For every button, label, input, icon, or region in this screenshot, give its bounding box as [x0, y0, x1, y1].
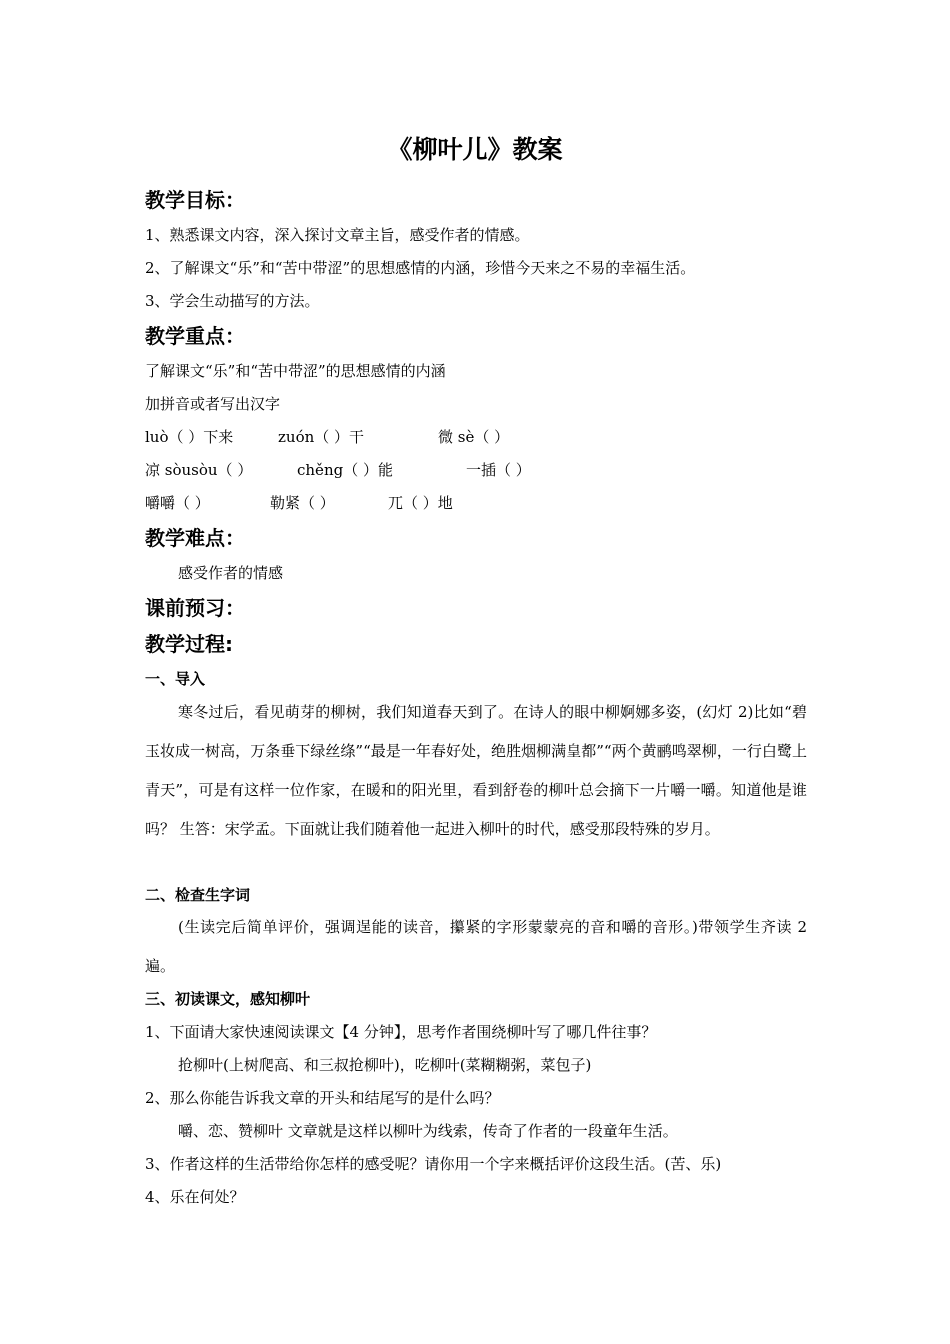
objective-item: 1、熟悉课文内容，深入探讨文章主旨，感受作者的情感。: [145, 226, 530, 244]
preview-heading: 课前预习：: [145, 596, 245, 620]
process-heading: 教学过程:: [145, 632, 233, 656]
key-points-heading: 教学重点：: [145, 324, 245, 348]
objectives-heading: 教学目标：: [145, 188, 245, 212]
question-item: 4、乐在何处？: [145, 1188, 245, 1206]
key-points-text: 了解课文“乐”和“苦中带涩”的思想感情的内涵: [145, 362, 446, 380]
exercise-item: luò（ ）下来: [145, 428, 234, 446]
question-item: 1、下面请大家快速阅读课文【4 分钟】，思考作者围绕柳叶写了哪几件往事？: [145, 1023, 657, 1041]
exercise-item: 一插（ ）: [466, 461, 531, 479]
exercise-item: zuón（ ）干: [278, 428, 365, 446]
exercise-item: 兀（ ）地: [388, 494, 453, 512]
document-title: 《柳叶儿》教案: [387, 135, 563, 164]
objective-item: 3、学会生动描写的方法。: [145, 292, 320, 310]
exercise-instruction: 加拼音或者写出汉字: [145, 395, 281, 413]
exercise-item: 凉 sòusòu（ ）: [145, 461, 253, 479]
difficulties-text: 感受作者的情感: [178, 564, 284, 582]
section-heading: 一、导入: [145, 670, 206, 688]
answer-item: 抢柳叶(上树爬高、和三叔抢柳叶)，吃柳叶(菜糊糊粥，菜包子): [178, 1056, 592, 1074]
section-heading: 三、初读课文，感知柳叶: [145, 990, 311, 1008]
exercise-item: 勒紧（ ）: [270, 494, 335, 512]
vocab-paragraph: (生读完后简单评价，强调逞能的读音，攥紧的字形蒙蒙亮的音和嚼的音形。)带领学生齐读 2 遍。: [145, 918, 807, 975]
difficulties-heading: 教学难点：: [145, 526, 245, 550]
exercise-item: 嚼嚼（ ）: [145, 494, 210, 512]
answer-item: 嚼、恋、赞柳叶 文章就是这样以柳叶为线索，传奇了作者的一段童年生活。: [178, 1122, 678, 1140]
exercise-item: 微 sè（ ）: [438, 428, 510, 446]
objective-item: 2、了解课文“乐”和“苦中带涩”的思想感情的内涵，珍惜今天来之不易的幸福生活。: [145, 259, 696, 277]
question-item: 2、那么你能告诉我文章的开头和结尾写的是什么吗？: [145, 1089, 500, 1107]
question-item: 3、作者这样的生活带给你怎样的感受呢？请你用一个字来概括评价这段生活。(苦、乐): [145, 1155, 722, 1173]
exercise-item: chěng（ ）能: [297, 461, 393, 479]
intro-paragraph: 寒冬过后，看见萌芽的柳树，我们知道春天到了。在诗人的眼中柳婀娜多姿，(幻灯 2)比如“碧玉妆成一树高，万条垂下绿丝绦”“最是一年春好处，绝胜烟柳满皇都”“两个黄鹂鸣翠柳，一行白鹭上青天”，可是有这样一位作家，在暖和的阳光里，看到舒卷的柳叶总会摘下一片嚼一嚼。知道他是谁吗？ 生答：宋学孟。下面就让我们随着他一起进入柳叶的时代，感受那段特殊的岁月。: [145, 703, 807, 838]
section-heading: 二、检查生字词: [145, 886, 251, 904]
